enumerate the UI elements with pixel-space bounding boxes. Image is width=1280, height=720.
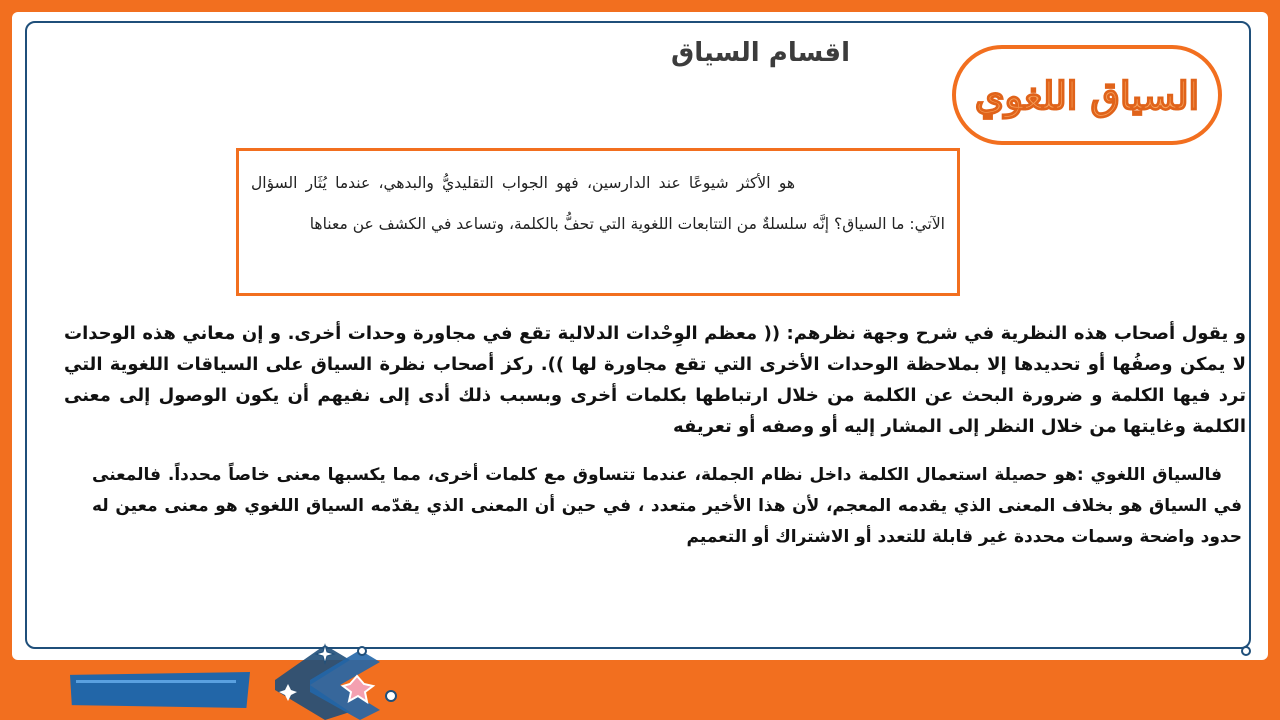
footer-decorative-bar <box>70 672 250 708</box>
section-badge-label: السياق اللغوي <box>974 72 1200 118</box>
definition-text: هو الأكثر شيوعًا عند الدارسين، فهو الجواب التقليديُّ والبدهي، عندما يُثَار السؤال الآتي: ما السياق؟ إنَّه سلسلةٌ من التتابعات اللغوية التي تحفُّ بالكلمة، وتساعد في الكشف عن معناها <box>251 174 945 233</box>
body-paragraph-1: و يقول أصحاب هذه النظرية في شرح وجهة نظرهم: (( معظم الوِحْدات الدلالية تقع في مجاورة وحدات أخرى. و إن معاني هذه الوحدات لا يمكن وصفُها أو تحديدها إلا بملاحظة الوحدات الأخرى التي تقع مجاورة لها )). ركز أصحاب نظرة السياق على السياقات اللغوية التي ترد فيها الكلمة و ضرورة البحث عن الكلمة من خلال ارتباطها بكلمات أخرى وبسبب ذلك أدى إلى نفيهم أن يكون الوصول إلى معنى الكلمة وغايتها من خلال النظر إلى المشار إليه أو وصفه أو تعريفه <box>64 323 1246 437</box>
section-badge <box>952 45 1222 145</box>
body-paragraph-2: فالسياق اللغوي :هو حصيلة استعمال الكلمة داخل نظام الجملة، عندما تتساوق مع كلمات أخرى، مما يكسبها معنى خاصاً محدداً. فالمعنى في السياق هو بخلاف المعنى الذي يقدمه المعجم، لأن هذا الأخير متعدد ، في حين أن المعنى الذي يقدّمه السياق اللغوي هو معنى معين له حدود واضحة وسمات محددة غير قابلة للتعدد أو الاشتراك أو التعميم <box>92 465 1242 547</box>
decorative-dot <box>357 646 367 656</box>
definition-box <box>236 148 960 296</box>
cross-decoration-icon <box>255 640 405 720</box>
page-title: اقسام السياق <box>670 38 850 68</box>
decorative-dot <box>1241 646 1251 656</box>
footer-bar-stripe <box>76 680 236 683</box>
slide-canvas <box>12 12 1268 660</box>
decorative-dot <box>385 690 397 702</box>
